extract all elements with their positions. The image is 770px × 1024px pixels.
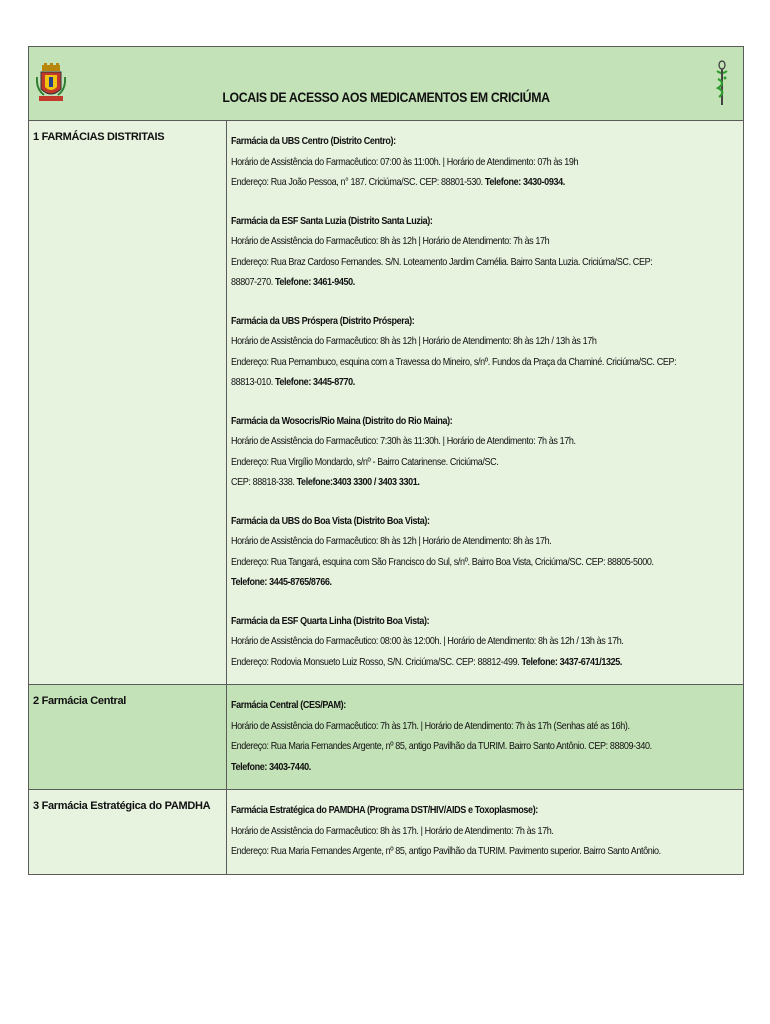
pharmacy-name: Farmácia da Wosocris/Rio Maina (Distrito do Rio Maina): [231,414,453,427]
section-category: 3 Farmácia Estratégica do PAMDHA [29,790,227,874]
pharmacy-info-line [231,552,749,573]
info-text: Horário de Assistência do Farmacêutico: 7:30h às 11:30h. | Horário de Atendimento: 7h às 17h. [231,435,576,447]
pharmacy-info-line [231,736,737,757]
info-text: Endereço: Rodovia Monsueto Luiz Rosso, S/N. Criciúma/SC. CEP: 88812-499. [231,655,522,668]
medication-locations-table [28,46,744,875]
pharmacy-entry [231,411,749,493]
section-row [29,790,743,874]
pharmacy-name: Farmácia da ESF Santa Luzia (Distrito Santa Luzia): [231,214,433,227]
pharmacy-name: Farmácia da ESF Quarta Linha (Distrito Boa Vista): [231,614,430,627]
pharmacy-info-line [231,272,749,293]
info-text: Horário de Assistência do Farmacêutico: 8h às 17h. | Horário de Atendimento: 7h às 17h. [231,824,554,837]
pharmacy-name: Farmácia da UBS Centro (Distrito Centro): [231,135,396,147]
pharmacy-info-line [231,172,749,193]
info-text: 88813-010. [231,376,275,388]
pharmacy-entry [231,611,749,673]
pharmacy-info-line [231,631,749,652]
section-category: 1 FARMÁCIAS DISTRITAIS [29,121,227,684]
city-crest-icon [36,63,66,103]
info-text: Horário de Assistência do Farmacêutico: 8h às 12h | Horário de Atendimento: 8h às 17h. [231,535,552,547]
pharmacy-name: Farmácia da UBS do Boa Vista (Distrito Boa Vista): [231,514,430,527]
pharmacy-info-line [231,472,749,493]
pharmacy-info-line [231,452,749,473]
pharmacy-info-line [231,352,749,373]
pharmacy-info-line [231,841,737,862]
section-content [227,121,755,684]
pharmacy-name: Farmácia da UBS Próspera (Distrito Próspera): [231,314,415,327]
section-row [29,685,743,790]
page-title: LOCAIS DE ACESSO AOS MEDICAMENTOS EM CRICIÚMA [222,89,550,105]
info-text: Horário de Assistência do Farmacêutico: 08:00 às 12:00h. | Horário de Atendimento: 8h às 12h / 13h às 17h. [231,635,624,647]
info-text: Horário de Assistência do Farmacêutico: 8h às 12h | Horário de Atendimento: 7h às 17h [231,235,550,247]
info-text: Endereço: Rua Pernambuco, esquina com a Travessa do Mineiro, s/nº. Fundos da Praça da Chaminé. Criciúma/SC. CEP: [231,355,677,368]
table-header [29,47,743,121]
info-text: Horário de Assistência do Farmacêutico: 07:00 às 11:00h. | Horário de Atendimento: 07h às 19h [231,155,579,168]
pharmacy-entry [231,800,737,862]
pharmacy-info-line [231,431,749,452]
phone-number: Telefone: 3445-8770. [274,376,355,388]
phone-number: Telefone: 3430-0934. [484,176,565,188]
pharmacy-name: Farmácia Estratégica do PAMDHA (Programa DST/HIV/AIDS e Toxoplasmose): [231,804,538,816]
pharmacy-info-line [231,231,749,252]
pharmacy-info-line [231,252,749,273]
pharmacy-entry [231,695,737,777]
pharmacy-info-line [231,716,737,737]
section-content [227,790,743,874]
pharmacy-info-line [231,152,749,173]
phone-number: Telefone:3403 3300 / 3403 3301. [296,476,420,488]
caduceus-pharmacy-icon [715,59,729,107]
phone-number: Telefone: 3403-7440. [231,760,311,773]
info-text: 88807-270. [231,276,275,288]
phone-number: Telefone: 3437-6741/1325. [521,655,623,668]
pharmacy-info-line [231,652,749,673]
pharmacy-entry [231,211,749,293]
pharmacy-info-line [231,531,749,552]
pharmacy-info-line [231,572,749,593]
info-text: Endereço: Rua Maria Fernandes Argente, nº 85, antigo Pavilhão da TURIM. Bairro Santo Antônio. CEP: 88809-340. [231,740,652,752]
info-text: Horário de Assistência do Farmacêutico: 7h às 17h. | Horário de Atendimento: 7h às 17h (Senhas até as 16h). [231,719,630,732]
info-text: Endereço: Rua Braz Cardoso Fernandes. S/N. Loteamento Jardim Camélia. Bairro Santa Luzia. Criciúma/SC. CEP: [231,255,653,268]
phone-number: Telefone: 3445-8765/8766. [231,576,332,588]
phone-number: Telefone: 3461-9450. [274,276,355,288]
pharmacy-info-line [231,821,737,842]
pharmacy-entry [231,511,749,593]
info-text: CEP: 88818-338. [231,476,297,488]
pharmacy-entry [231,311,749,393]
pharmacy-info-line [231,372,749,393]
pharmacy-info-line [231,757,737,778]
info-text: Endereço: Rua Tangará, esquina com São Francisco do Sul, s/nº. Bairro Boa Vista, Criciúma/SC. CEP: 88805-5000. [231,555,654,568]
pharmacy-name: Farmácia Central (CES/PAM): [231,699,346,711]
info-text: Horário de Assistência do Farmacêutico: 8h às 12h | Horário de Atendimento: 8h às 12h / 13h às 17h [231,335,597,347]
pharmacy-entry [231,131,749,193]
section-row [29,121,743,685]
section-category: 2 Farmácia Central [29,685,227,789]
pharmacy-info-line [231,331,749,352]
section-content [227,685,743,789]
info-text: Endereço: Rua Virgílio Mondardo, s/nº - Bairro Catarinense. Criciúma/SC. [231,455,499,468]
info-text: Endereço: Rua João Pessoa, n° 187. Criciúma/SC. CEP: 88801-530. [231,176,485,188]
info-text: Endereço: Rua Maria Fernandes Argente, nº 85, antigo Pavilhão da TURIM. Pavimento superior. Bairro Santo Antônio. [231,845,661,857]
